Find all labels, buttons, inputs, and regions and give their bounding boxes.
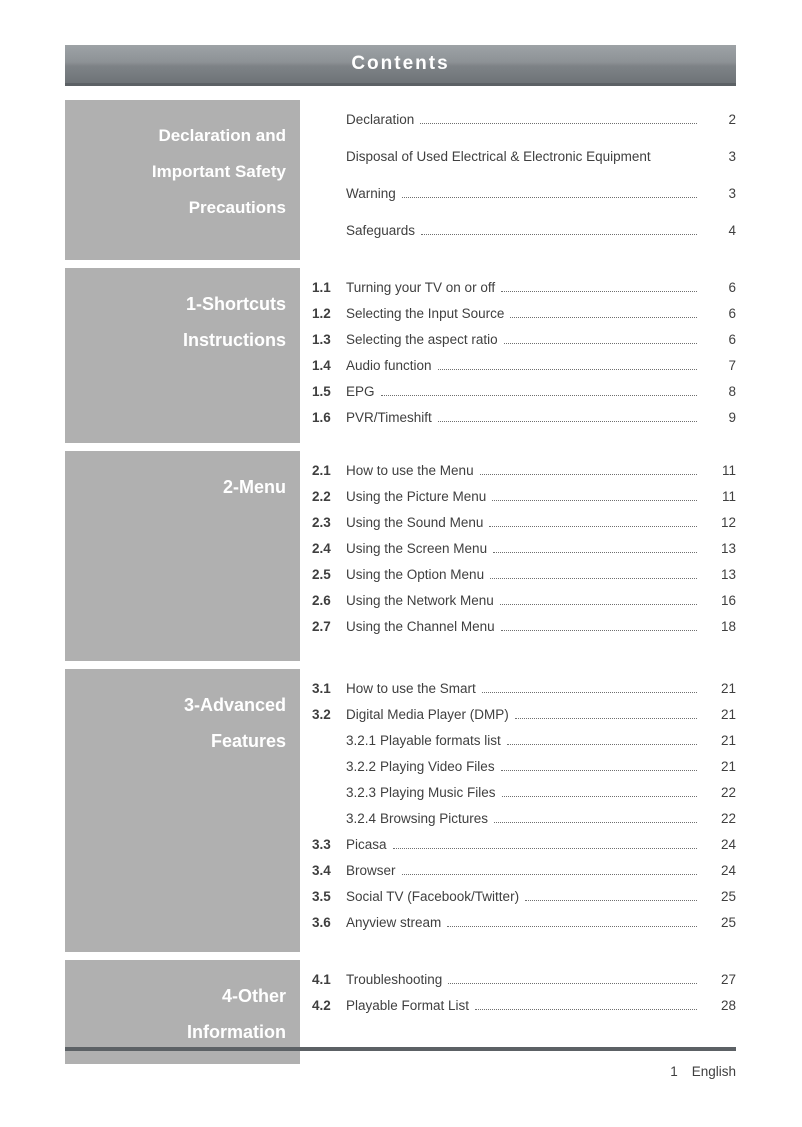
toc-entry-page: 22 — [720, 785, 736, 800]
toc-entry-page: 18 — [720, 619, 736, 634]
toc-entry-number: 2.4 — [312, 541, 331, 556]
toc-entry[interactable] — [312, 759, 736, 785]
toc-entry[interactable] — [312, 593, 736, 619]
toc-entry-page: 6 — [728, 280, 736, 295]
toc-entry-page: 3 — [728, 149, 736, 164]
toc-section-label — [65, 100, 300, 260]
toc-entry-title: Using the Sound Menu — [346, 515, 484, 530]
toc-entry-number: 3.2.4 — [346, 811, 377, 826]
toc-section-label-line: 1-Shortcuts — [185, 294, 286, 314]
toc-leader-dots — [501, 630, 697, 631]
toc-entry[interactable] — [312, 149, 736, 186]
toc-leader-dots — [494, 822, 697, 823]
toc-entry-title: Browser — [346, 863, 396, 878]
toc-leader-dots — [490, 578, 697, 579]
toc-entry[interactable] — [312, 915, 736, 941]
toc-entry-page: 24 — [720, 837, 736, 852]
toc-entry-title: Digital Media Player (DMP) — [346, 707, 509, 722]
toc-entry-title: Using the Channel Menu — [346, 619, 495, 634]
toc-section-label-line: 3-Advanced — [183, 695, 286, 715]
toc-entry-title: Audio function — [346, 358, 432, 373]
toc-entry-number: 2.6 — [312, 593, 331, 608]
toc-entry-title: Playing Music Files — [380, 785, 496, 800]
toc-section — [65, 268, 736, 443]
toc-section-label-line: 2-Menu — [223, 477, 286, 497]
toc-entry[interactable] — [312, 541, 736, 567]
toc-leader-dots — [507, 744, 697, 745]
toc-entry-page: 25 — [720, 889, 736, 904]
toc-entry[interactable] — [312, 733, 736, 759]
toc-entry-page: 27 — [720, 972, 736, 987]
toc-entry-number: 3.3 — [312, 837, 331, 852]
toc-entry-title: Browsing Pictures — [380, 811, 489, 826]
toc-entry[interactable] — [312, 998, 736, 1024]
toc-entry-page: 13 — [720, 541, 736, 556]
toc-entry-page: 11 — [721, 463, 736, 478]
header-divider — [65, 83, 736, 86]
toc-entry-page: 11 — [721, 489, 736, 504]
toc-leader-dots — [480, 474, 697, 475]
toc-leader-dots — [492, 500, 697, 501]
toc-leader-dots — [501, 770, 697, 771]
toc-section-label-line: Declaration and — [158, 126, 286, 145]
toc-entry-page: 7 — [728, 358, 736, 373]
toc-entry-number: 1.6 — [312, 410, 331, 425]
toc-entry-page: 3 — [728, 186, 736, 201]
toc-leader-dots — [489, 526, 697, 527]
toc-entry[interactable] — [312, 889, 736, 915]
toc-leader-dots — [421, 234, 697, 235]
toc-section-label-line: Instructions — [182, 330, 286, 350]
toc-entry-number: 3.2.3 — [346, 785, 377, 800]
contents-header-banner — [65, 45, 736, 83]
footer-divider — [65, 1047, 736, 1051]
toc-entry[interactable] — [312, 567, 736, 593]
toc-entry-title: Selecting the Input Source — [346, 306, 505, 321]
toc-leader-dots — [447, 926, 697, 927]
toc-section — [65, 451, 736, 661]
toc-entry-title: Social TV (Facebook/Twitter) — [346, 889, 520, 904]
page-footer — [65, 1064, 736, 1079]
toc-leader-dots — [510, 317, 697, 318]
toc-section — [65, 669, 736, 952]
toc-entry-title: EPG — [346, 384, 375, 399]
toc-entry-number: 3.5 — [312, 889, 331, 904]
toc-leader-dots — [448, 983, 697, 984]
toc-entry-page: 21 — [720, 759, 736, 774]
toc-leader-dots — [501, 291, 697, 292]
toc-leader-dots — [504, 343, 697, 344]
toc-entry-number: 2.3 — [312, 515, 331, 530]
toc-entry-number: 3.1 — [312, 681, 331, 696]
footer-language: English — [691, 1064, 736, 1079]
toc-entry-number: 3.4 — [312, 863, 331, 878]
toc-leader-dots — [515, 718, 697, 719]
toc-entry-number: 2.7 — [312, 619, 331, 634]
toc-leader-dots — [381, 395, 697, 396]
toc-entry-title: Safeguards — [346, 223, 416, 238]
toc-entry-list — [300, 451, 736, 661]
table-of-contents — [65, 100, 736, 1072]
toc-leader-dots — [502, 796, 697, 797]
toc-entry[interactable] — [312, 332, 736, 358]
toc-entry[interactable] — [312, 972, 736, 998]
toc-entry-list — [300, 669, 736, 952]
toc-entry-page: 24 — [720, 863, 736, 878]
toc-entry-page: 6 — [728, 306, 736, 321]
toc-leader-dots — [438, 421, 697, 422]
toc-section-label-line: Important Safety — [151, 162, 286, 181]
toc-entry[interactable] — [312, 306, 736, 332]
toc-section-label-line: Precautions — [188, 198, 286, 217]
toc-entry[interactable] — [312, 223, 736, 260]
toc-entry[interactable] — [312, 863, 736, 889]
toc-entry-number: 4.1 — [312, 972, 331, 987]
toc-entry-number: 1.3 — [312, 332, 331, 347]
toc-entry-title: Disposal of Used Electrical & Electronic Equipment — [346, 149, 651, 164]
toc-section-label-line: Information — [187, 1022, 286, 1042]
toc-section-label-line: Features — [210, 731, 286, 751]
toc-entry[interactable] — [312, 489, 736, 515]
toc-entry-number: 1.2 — [312, 306, 331, 321]
toc-entry-number: 2.5 — [312, 567, 331, 582]
toc-entry-number: 3.2 — [312, 707, 331, 722]
toc-entry-title: Anyview stream — [346, 915, 442, 930]
toc-entry-title: How to use the Menu — [346, 463, 474, 478]
toc-entry-page: 2 — [728, 112, 736, 127]
toc-entry[interactable] — [312, 280, 736, 306]
toc-leader-dots — [438, 369, 697, 370]
toc-entry-title: Turning your TV on or off — [346, 280, 496, 295]
toc-entry-number: 1.1 — [312, 280, 331, 295]
toc-entry[interactable] — [312, 515, 736, 541]
toc-section-label — [65, 268, 300, 443]
toc-entry-title: Using the Picture Menu — [346, 489, 487, 504]
toc-leader-dots — [420, 123, 697, 124]
toc-entry-title: Using the Network Menu — [346, 593, 494, 608]
toc-entry-page: 13 — [720, 567, 736, 582]
toc-entry[interactable] — [312, 463, 736, 489]
toc-entry-page: 4 — [728, 223, 736, 238]
toc-entry-title: Troubleshooting — [346, 972, 443, 987]
toc-entry-number: 2.2 — [312, 489, 331, 504]
toc-entry[interactable] — [312, 681, 736, 707]
toc-entry-page: 25 — [720, 915, 736, 930]
toc-entry-page: 8 — [728, 384, 736, 399]
toc-entry-title: Declaration — [346, 112, 415, 127]
toc-entry-title: Selecting the aspect ratio — [346, 332, 498, 347]
toc-entry-page: 12 — [720, 515, 736, 530]
toc-section-label — [65, 451, 300, 661]
toc-entry-number: 1.4 — [312, 358, 331, 373]
page-title: Contents — [351, 53, 450, 74]
toc-entry-number: 1.5 — [312, 384, 331, 399]
toc-entry-title: Using the Screen Menu — [346, 541, 488, 556]
toc-leader-dots — [482, 692, 697, 693]
toc-entry[interactable] — [312, 619, 736, 645]
toc-entry-page: 16 — [720, 593, 736, 608]
footer-page-number: 1 — [670, 1064, 678, 1079]
toc-leader-dots — [393, 848, 697, 849]
toc-entry-page: 28 — [720, 998, 736, 1013]
toc-entry-number: 3.2.1 — [346, 733, 377, 748]
toc-entry-page: 21 — [720, 733, 736, 748]
toc-entry[interactable] — [312, 785, 736, 811]
toc-entry-title: How to use the Smart — [346, 681, 476, 696]
toc-leader-dots — [500, 604, 697, 605]
toc-leader-dots — [475, 1009, 697, 1010]
toc-section — [65, 100, 736, 260]
toc-leader-dots — [402, 874, 697, 875]
toc-entry-list — [300, 268, 736, 443]
toc-entry[interactable] — [312, 410, 736, 436]
toc-entry-page: 21 — [720, 707, 736, 722]
toc-entry-number: 3.2.2 — [346, 759, 377, 774]
toc-entry-page: 21 — [720, 681, 736, 696]
toc-entry-number: 2.1 — [312, 463, 331, 478]
toc-entry-number: 4.2 — [312, 998, 331, 1013]
toc-entry-title: Using the Option Menu — [346, 567, 485, 582]
toc-entry-title: PVR/Timeshift — [346, 410, 432, 425]
toc-leader-dots — [525, 900, 697, 901]
toc-entry-page: 6 — [728, 332, 736, 347]
toc-entry[interactable] — [312, 811, 736, 837]
toc-leader-dots — [493, 552, 697, 553]
toc-leader-dots — [402, 197, 697, 198]
toc-entry[interactable] — [312, 837, 736, 863]
toc-entry-title: Picasa — [346, 837, 387, 852]
toc-section-label — [65, 669, 300, 952]
toc-entry-title: Playable Format List — [346, 998, 470, 1013]
toc-entry[interactable] — [312, 707, 736, 733]
toc-entry-number: 3.6 — [312, 915, 331, 930]
toc-entry[interactable] — [312, 384, 736, 410]
toc-entry-page: 9 — [728, 410, 736, 425]
toc-entry-title: Playing Video Files — [380, 759, 495, 774]
toc-entry[interactable] — [312, 112, 736, 149]
toc-entry-list — [300, 100, 736, 260]
toc-entry-title: Playable formats list — [380, 733, 501, 748]
toc-entry[interactable] — [312, 186, 736, 223]
toc-section-label-line: 4-Other — [221, 986, 286, 1006]
toc-entry-title: Warning — [346, 186, 396, 201]
toc-entry-page: 22 — [720, 811, 736, 826]
toc-entry[interactable] — [312, 358, 736, 384]
